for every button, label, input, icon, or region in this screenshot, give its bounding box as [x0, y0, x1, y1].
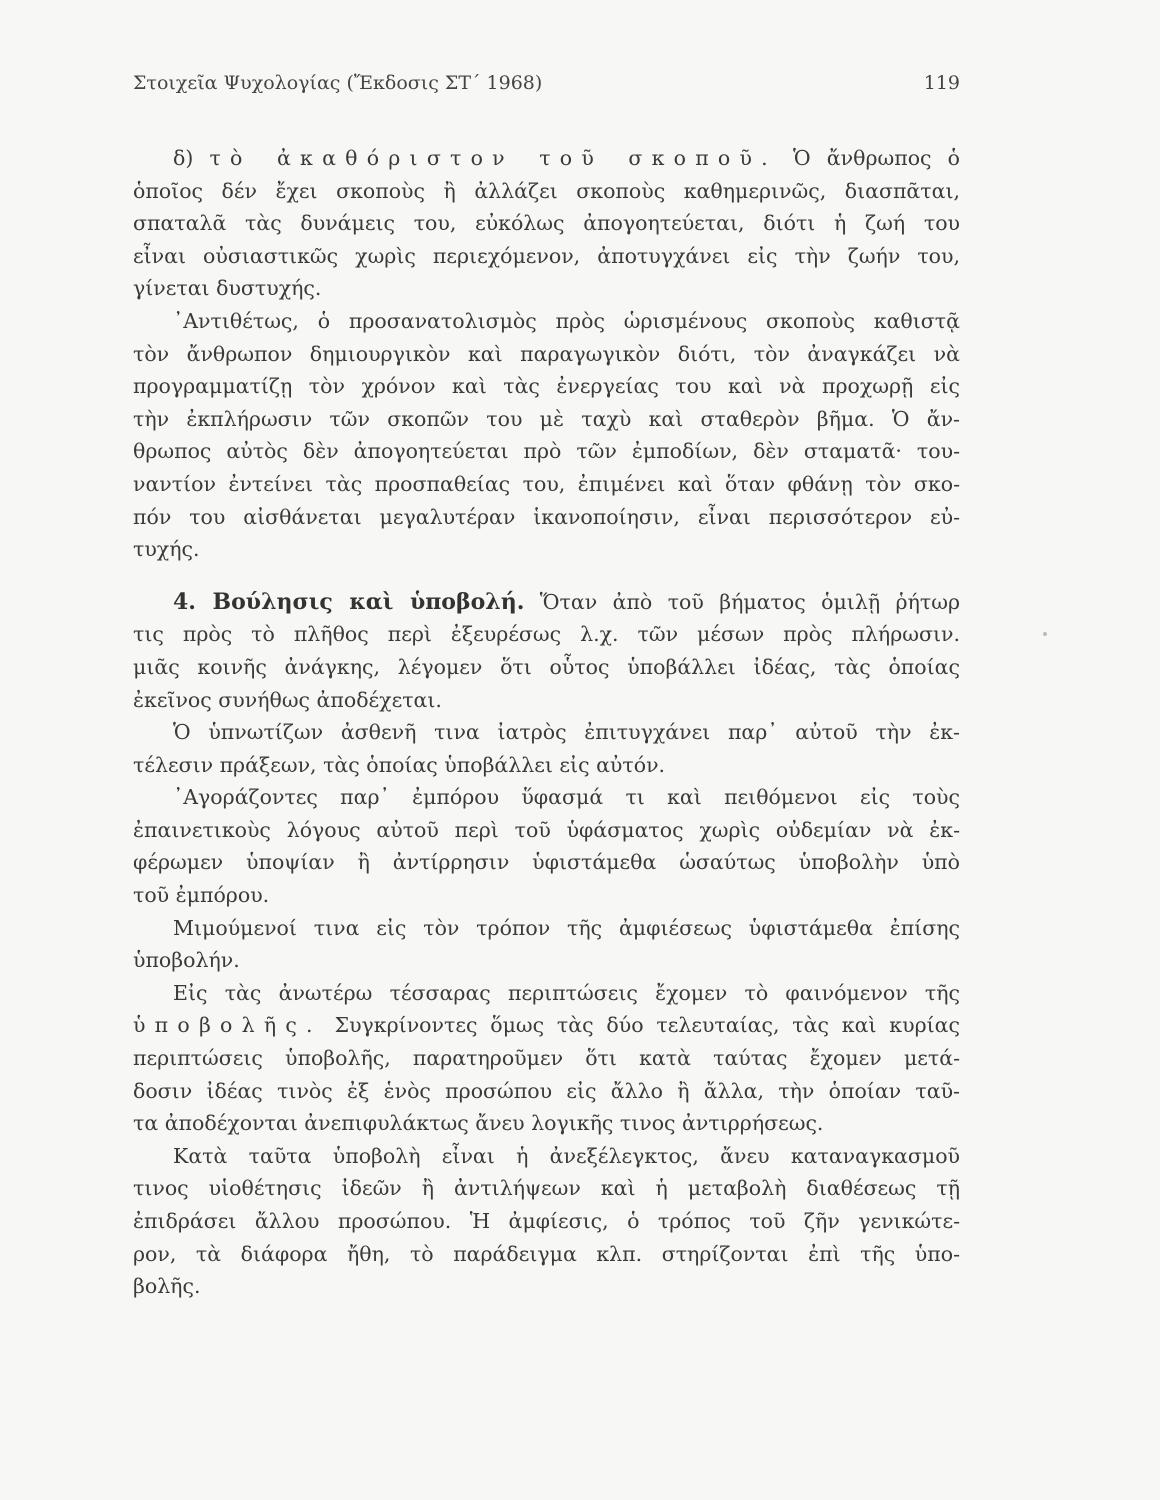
text-line: τὸν ἄνθρωπον δημιουργικὸν καὶ παραγωγικὸν διότι, τὸν ἀναγκάζει νὰ — [133, 341, 960, 366]
emphasized-text: ὑποβολῆς. — [133, 1013, 322, 1038]
text-line: Μιμούμενοί τινα εἰς τὸν τρόπον τῆς ἀμφιέσεως ὑφιστάμεθα ἐπίσης — [173, 915, 960, 940]
book-title: Στοιχεῖα Ψυχολογίας (Ἔκδοσις ΣΤ΄ 1968) — [133, 72, 543, 94]
text-line — [133, 142, 960, 175]
text-line: Ὁ ὑπνωτίζων ἀσθενῆ τινα ἰατρὸς ἐπιτυγχάνει παρ᾿ αὐτοῦ τὴν ἐκ- — [173, 720, 960, 745]
text-line: ὑποβολήν. — [133, 948, 240, 973]
text-line: ὁποῖος δέν ἔχει σκοποὺς ἢ ἀλλάζει σκοποὺς καθημερινῶς, διασπᾶται, — [133, 178, 960, 203]
text-segment: δ) — [173, 146, 210, 170]
text-line: τυχής. — [133, 537, 200, 562]
text-line: ᾿Αγοράζοντες παρ᾿ ἐμπόρου ὕφασμά τι καὶ πειθόμενοι εἰς τοὺς — [173, 785, 960, 810]
text-line: ρον, τὰ διάφορα ἤθη, τὸ παράδειγμα κλπ. στηρίζονται ἐπὶ τῆς ὑπο- — [133, 1241, 960, 1266]
text-line: ἐκεῖνος συνήθως ἀποδέχεται. — [133, 687, 442, 712]
paragraph — [133, 716, 960, 781]
text-line: ναντίον ἐντείνει τὰς προσπαθείας του, ἐπιμένει καὶ ὅταν φθάνῃ τὸν σκο- — [133, 471, 960, 496]
paragraph — [133, 1140, 960, 1303]
text-line: προγραμματίζῃ τὸν χρόνον καὶ τὰς ἐνεργείας του καὶ νὰ προχωρῇ εἰς — [133, 374, 960, 399]
scan-speck — [1043, 632, 1047, 636]
text-line: δοσιν ἰδέας τινὸς ἐξ ἑνὸς προσώπου εἰς ἄλλο ἢ ἄλλα, τὴν ὁποίαν ταῦ- — [133, 1078, 960, 1103]
paragraph — [133, 977, 960, 1140]
page-number: 119 — [923, 72, 960, 94]
text-line: εἶναι οὐσιαστικῶς χωρὶς περιεχόμενον, ἀποτυγχάνει εἰς τὴν ζωήν του, — [133, 243, 960, 268]
page-body — [133, 142, 960, 1303]
text-segment: Ὅταν ἀπὸ τοῦ βήματος ὁμιλῇ ῥήτωρ — [524, 589, 960, 614]
text-line: Κατὰ ταῦτα ὑποβολὴ εἶναι ἡ ἀνεξέλεγκτος, ἄνευ καταναγκασμοῦ — [173, 1143, 960, 1168]
text-line — [133, 1009, 960, 1042]
text-line: τα ἀποδέχονται ἀνεπιφυλάκτως ἄνευ λογικῆς τινος ἀντιρρήσεως. — [133, 1111, 824, 1136]
text-line: ἐπιδράσει ἄλλου προσώπου. Ἡ ἀμφίεσις, ὁ τρόπος τοῦ ζῆν γενικώτε- — [133, 1209, 960, 1233]
text-segment: Συγκρίνοντες ὅμως τὰς δύο τελευταίας, τὰς καὶ κυρίας — [321, 1013, 960, 1038]
text-line: μιᾶς κοινῆς ἀνάγκης, λέγομεν ὅτι οὗτος ὑποβάλλει ἰδέας, τὰς ὁποίας — [133, 654, 960, 679]
running-header — [133, 72, 960, 102]
text-segment: Ὁ ἄνθρωπος ὁ — [776, 146, 960, 170]
text-line — [133, 586, 960, 619]
text-line: πόν του αἰσθάνεται μεγαλυτέραν ἱκανοποίησιν, εἶναι περισσότερον εὐ- — [133, 504, 960, 529]
text-line: τέλεσιν πράξεων, τὰς ὁποίας ὑποβάλλει εἰς αὐτόν. — [133, 752, 666, 777]
paragraph — [133, 142, 960, 305]
text-line: τις πρὸς τὸ πλῆθος περὶ ἐξευρέσως λ.χ. τῶν μέσων πρὸς πλήρωσιν. — [133, 622, 960, 647]
paragraph — [133, 781, 960, 911]
text-line: ἐπαινετικοὺς λόγους αὐτοῦ περὶ τοῦ ὑφάσματος χωρὶς οὐδεμίαν νὰ ἐκ- — [133, 817, 960, 842]
text-line: Εἰς τὰς ἀνωτέρω τέσσαρας περιπτώσεις ἔχομεν τὸ φαινόμενον τῆς — [173, 980, 960, 1005]
paragraph — [133, 305, 960, 566]
text-line: τινος υἱοθέτησις ἰδεῶν ἢ ἀντιλήψεων καὶ ἡ μεταβολὴ διαθέσεως τῇ — [133, 1176, 960, 1201]
text-line: τοῦ ἐμπόρου. — [133, 883, 270, 908]
paragraph — [133, 912, 960, 977]
text-line: περιπτώσεις ὑποβολῆς, παρατηροῦμεν ὅτι κατὰ ταύτας ἔχομεν μετά- — [133, 1046, 960, 1071]
emphasized-text: τὸ ἀκαθόριστον τοῦ σκοποῦ. — [209, 146, 777, 170]
text-line: ᾿Αντιθέτως, ὁ προσανατολισμὸς πρὸς ὡρισμένους σκοποὺς καθιστᾷ — [173, 308, 960, 333]
section-heading: 4. Βούλησις καὶ ὑποβολή. — [173, 588, 525, 615]
text-line: γίνεται δυστυχής. — [133, 276, 322, 301]
text-line: φέρωμεν ὑποψίαν ἢ ἀντίρρησιν ὑφιστάμεθα ὡσαύτως ὑποβολὴν ὑπὸ — [133, 850, 960, 875]
paragraph — [133, 586, 960, 716]
text-line: θρωπος αὐτὸς δὲν ἀπογοητεύεται πρὸ τῶν ἐμποδίων, δὲν σταματᾶ· του- — [133, 439, 960, 464]
text-line: βολῆς. — [133, 1274, 201, 1299]
text-line: σπαταλᾶ τὰς δυνάμεις του, εὐκόλως ἀπογοητεύεται, διότι ἡ ζωή του — [133, 211, 960, 236]
text-line: τὴν ἐκπλήρωσιν τῶν σκοπῶν του μὲ ταχὺ καὶ σταθερὸν βῆμα. Ὁ ἄν- — [133, 406, 960, 431]
